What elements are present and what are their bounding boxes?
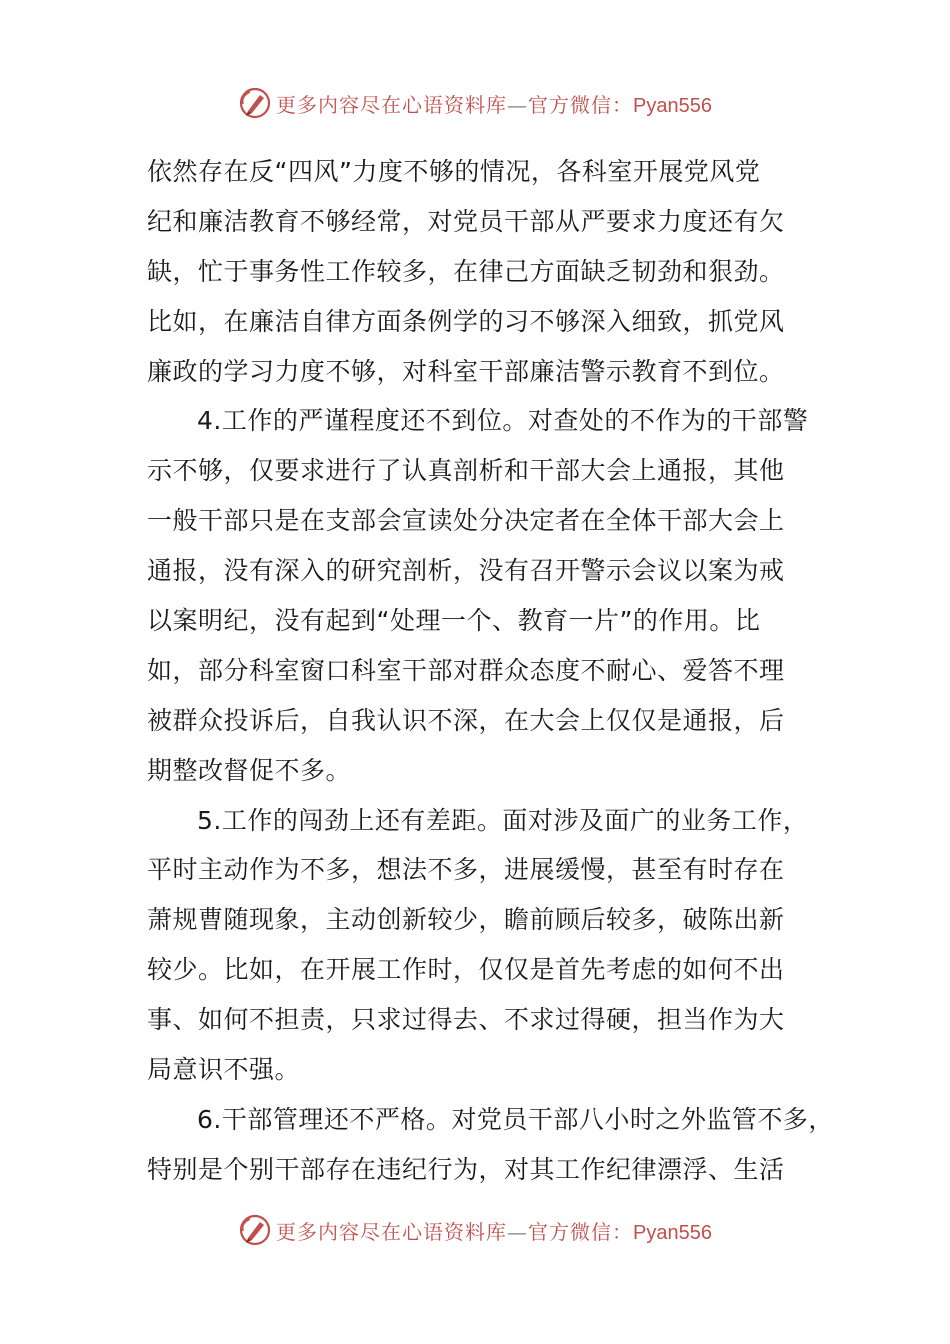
text-line: 平时主动作为不多，想法不多，进展缓慢，甚至有时存在	[147, 855, 785, 885]
footer-banner	[0, 1210, 950, 1250]
text-line: 4.工作的严谨程度还不到位。对查处的不作为的干部警	[197, 406, 809, 436]
text-line: 示不够，仅要求进行了认真剖析和干部大会上通报，其他	[147, 456, 785, 486]
paragraph	[147, 796, 807, 1095]
footer-banner-text	[276, 1216, 712, 1245]
text-line: 局意识不强。	[147, 1055, 301, 1085]
text-line: 廉政的学习力度不够，对科室干部廉洁警示教育不到位。	[147, 356, 785, 386]
text-line: 通报，没有深入的研究剖析，没有召开警示会议以案为戒	[147, 556, 785, 586]
text-line: 缺，忙于事务性工作较多，在律己方面缺乏韧劲和狠劲。	[147, 256, 785, 286]
text-line: 较少。比如，在开展工作时，仅仅是首先考虑的如何不出	[147, 955, 785, 985]
text-line: 依然存在反“四风”力度不够的情况，各科室开展党风党	[147, 157, 761, 186]
pen-nib-logo-icon	[238, 1213, 272, 1247]
footer-banner-main: 更多内容尽在心语资料库	[276, 1219, 508, 1244]
paragraph	[147, 396, 807, 795]
header-banner-text	[276, 89, 712, 118]
text-line: 纪和廉洁教育不够经常，对党员干部从严要求力度还有欠	[147, 206, 785, 236]
text-line: 如，部分科室窗口科室干部对群众态度不耐心、爱答不理	[147, 655, 785, 685]
text-line: 特别是个别干部存在违纪行为，对其工作纪律漂浮、生活	[147, 1154, 785, 1184]
text-line: 一般干部只是在支部会宣读处分决定者在全体干部大会上	[147, 506, 785, 536]
document-body	[147, 147, 834, 1195]
header-banner-dash: —	[507, 92, 529, 117]
text-line: 期整改督促不多。	[147, 755, 352, 785]
header-banner-main: 更多内容尽在心语资料库	[276, 92, 508, 117]
text-line: 萧规曹随现象，主动创新较少，瞻前顾后较多，破陈出新	[147, 905, 785, 935]
paragraph	[147, 147, 807, 396]
text-line: 比如，在廉洁自律方面条例学的习不够深入细致，抓党风	[147, 306, 785, 336]
header-banner-tail: 官方微信：	[528, 92, 634, 117]
paragraph	[147, 1095, 834, 1195]
text-line: 事、如何不担责，只求过得去、不求过得硬，担当作为大	[147, 1005, 785, 1035]
text-line: 5.工作的闯劲上还有差距。面对涉及面广的业务工作，	[197, 805, 809, 835]
pen-nib-logo-icon	[238, 86, 272, 120]
footer-banner-dash: —	[507, 1219, 529, 1244]
footer-banner-id: Pyan556	[633, 1221, 712, 1244]
text-line: 被群众投诉后，自我认识不深，在大会上仅仅是通报，后	[147, 705, 785, 735]
header-banner-id: Pyan556	[633, 94, 712, 117]
text-line: 6.干部管理还不严格。对党员干部八小时之外监管不多，	[197, 1104, 834, 1134]
header-banner	[0, 83, 950, 123]
text-line: 以案明纪，没有起到“处理一个、教育一片”的作用。比	[147, 606, 761, 636]
footer-banner-tail: 官方微信：	[528, 1219, 634, 1244]
